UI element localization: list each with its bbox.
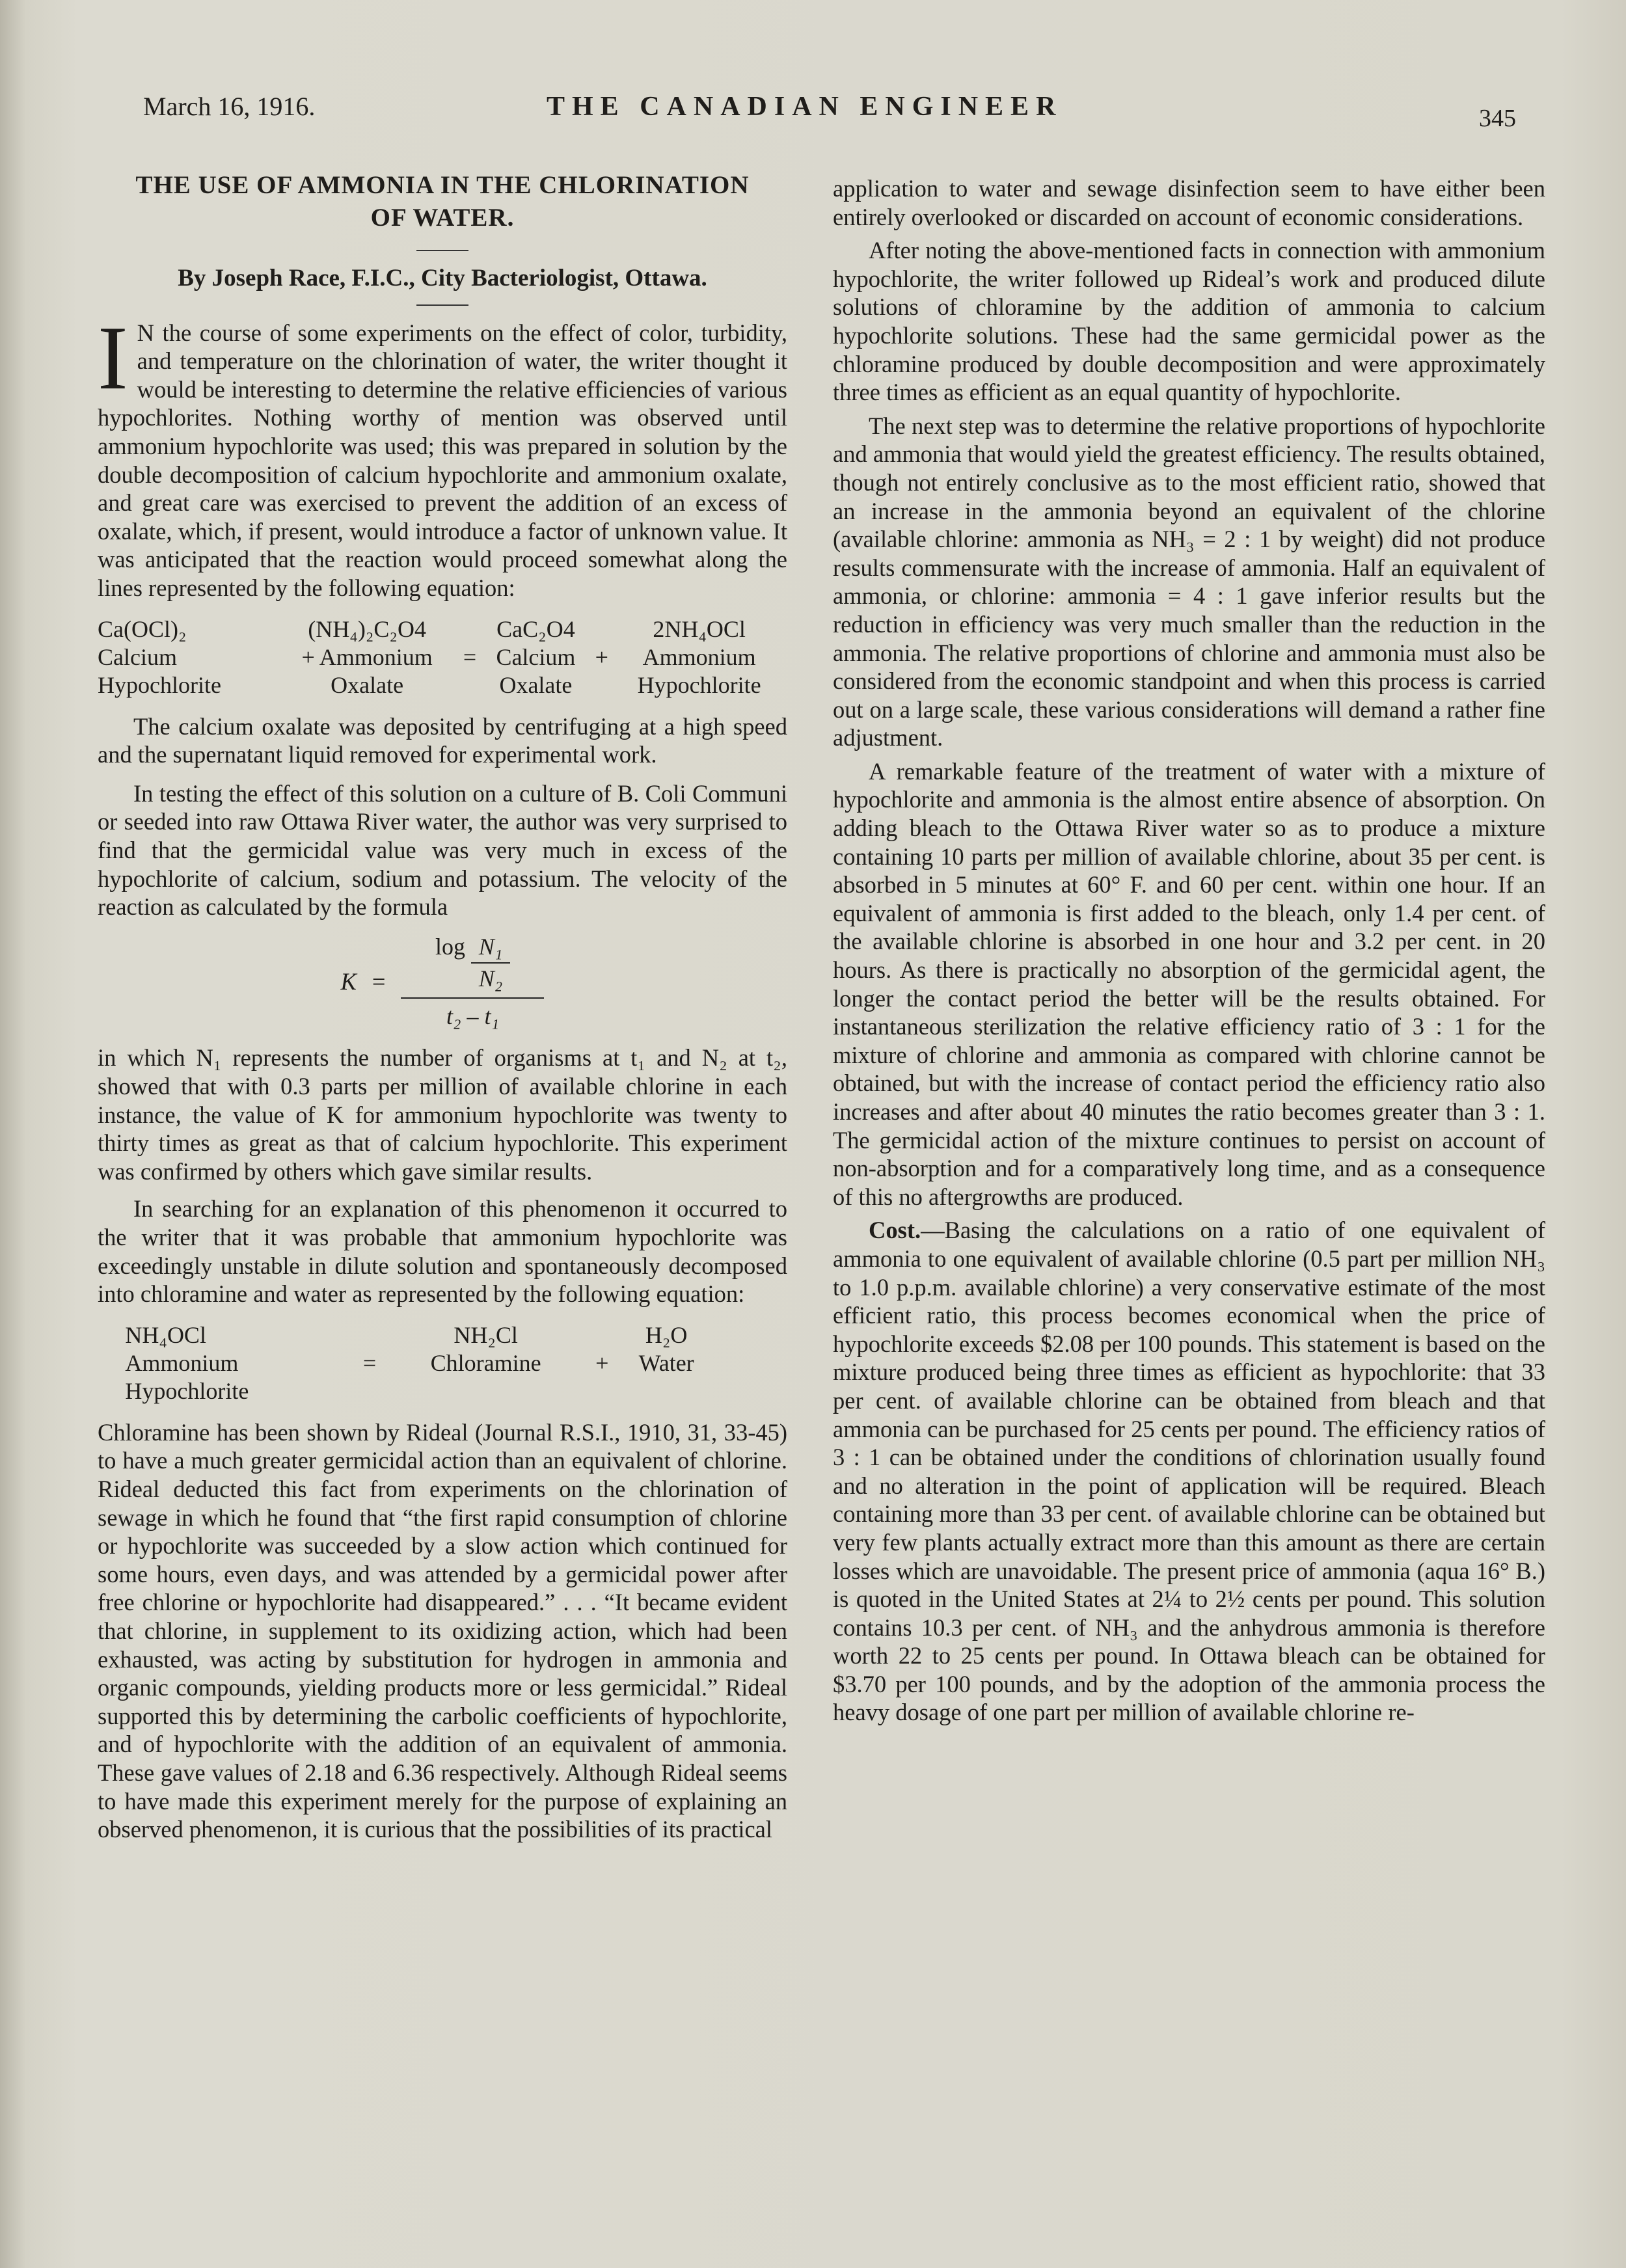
- eq2-plus-sign: +: [595, 1349, 609, 1376]
- paragraph-explanation: In searching for an explanation of this phenomenon it occurred to the writer that it was probable that ammonium hypochlorite was exceedingly unstable in dilute solution and spontaneously decomposed into chloramine and water as represented by the following equation:: [98, 1195, 787, 1308]
- eq1-r1-formula: Ca(OCl)₂: [98, 615, 187, 642]
- eq2-p2-formula: H₂O: [645, 1321, 688, 1348]
- formula-log: log: [435, 933, 465, 960]
- journal-title: THE CANADIAN ENGINEER: [547, 92, 1063, 122]
- drop-cap: I: [98, 307, 128, 409]
- byline-rule: [416, 304, 468, 306]
- eq2-p1-formula: NH₂Cl: [454, 1321, 518, 1348]
- paragraph-oxalate-deposit: The calcium oxalate was deposited by centrifuging at a high speed and the supernatant liquid removed for experimental work.: [98, 712, 787, 768]
- eq2-ammonium-hypochlorite: [125, 1321, 357, 1405]
- article-title: [98, 169, 787, 234]
- paragraph-intro-text: N the course of some experiments on the effect of color, turbidity, and temperature on the chlorination of water, the writer thought it would be interesting to determine the relative efficiencies of various hypochlorites. Nothing worthy of mention was observed until ammonium hypochlorite was used; this was prepared in solution by the double decomposition of calcium hypochlorite and ammonium oxalate, and great care was exercised to prevent the addition of an excess of oxalate, which, if present, would introduce a factor of unknown value. It was anticipated that the reaction would proceed somewhat along the lines represented by the following equation:: [98, 319, 787, 601]
- left-column: [98, 169, 787, 1844]
- right-column: [833, 174, 1545, 1727]
- formula-denominator: t₂ – t₁: [446, 1003, 499, 1029]
- formula-fraction-line: [401, 997, 544, 999]
- eq1-calcium-hypochlorite: [98, 615, 274, 699]
- formula-fraction: [401, 933, 544, 1031]
- paragraph-followed-up: After noting the above-mentioned facts in connection with ammonium hypochlorite, the writer followed up Rideal’s work and produced dilute solutions of chloramine by the addition of ammonia to calcium hypochlorite solutions. These had the same germicidal power as the chloramine produced by double decomposition and were approximately three times as efficient as an equal quantity of hypochlorite.: [833, 237, 1545, 406]
- eq2-r-formula: NH₄OCl: [125, 1321, 206, 1348]
- paragraph-k-value: in which N₁ represents the number of organisms at t₁ and N₂ at t₂, showed that with 0.3 parts per million of available chlorine in each instance, the value of K for ammonium hypochlorite was twenty to thirty times as great as that of calcium hypochlorite. This experiment was confirmed by others which gave similar results.: [98, 1044, 787, 1185]
- equation-oxalate: [98, 615, 787, 699]
- eq1-p2-name1: Ammonium: [642, 643, 756, 670]
- paragraph-intro: [98, 307, 787, 602]
- paragraph-cost: [833, 1216, 1545, 1727]
- eq1-plus-sign: +: [595, 643, 608, 670]
- eq1-r1-name2: Hypochlorite: [98, 671, 221, 698]
- paragraph-cost-text: —Basing the calculations on a ratio of one equivalent of ammonia to one equivalent of available chlorine (0.5 part per million NH₃ to 1.0 p.p.m. available chlorine) a very conservative estimate of the most efficient ratio, this process becomes economical when the price of hypochlorite exceeds $2.08 per 100 pounds. This statement is based on the mixture produced being three times as efficient as hypochlorite: that 33 per cent. of available chlorine can be obtained from bleach and that ammonia can be purchased for 25 cents per pound. The efficiency ratios of 3 : 1 can be obtained under the conditions of chlorination usually found and no alteration in the point of application will be required. Bleach containing more than 33 per cent. of available chlorine can be obtained but very few plants actually extract more than this amount as there are certain losses which are unavoidable. The present price of ammonia (aqua 16° B.) is quoted in the United States at 2¼ to 2½ cents per pound. This solution contains 10.3 per cent. of NH₃ and the anhydrous ammonia is therefore worth 22 to 25 cents per pound. In Ottawa bleach can be obtained for $3.70 per 100 pounds, and by the adoption of the ammonia process the heavy dosage of one part per million of available chlorine re-: [833, 1217, 1545, 1726]
- eq2-chloramine: [382, 1321, 589, 1405]
- eq2-p2-name: Water: [638, 1349, 694, 1376]
- eq1-p1-name1: Calcium: [496, 643, 576, 670]
- cost-heading: Cost.: [869, 1217, 921, 1244]
- formula-inner-line: [471, 962, 510, 964]
- eq1-ammonium-oxalate: [274, 615, 461, 699]
- article-title-line2: OF WATER.: [370, 204, 515, 232]
- article-title-line1: THE USE OF AMMONIA IN THE CHLORINATION: [135, 171, 750, 199]
- eq1-p1-formula: CaC₂O4: [496, 615, 575, 642]
- eq1-r2-formula: (NH₄)₂C₂O4: [308, 615, 426, 642]
- byline: By Joseph Race, F.I.C., City Bacteriologist, Ottawa.: [178, 265, 707, 291]
- eq1-r2-name1: + Ammonium: [301, 643, 433, 670]
- formula-inner-fraction: [471, 933, 510, 993]
- formula-k: K: [340, 968, 357, 995]
- formula-equals: =: [372, 968, 386, 995]
- page-number: 345: [1479, 105, 1516, 132]
- eq2-r-name2: Hypochlorite: [125, 1377, 249, 1404]
- velocity-formula: [98, 933, 787, 1031]
- paragraph-proportions: The next step was to determine the relative proportions of hypochlorite and ammonia that would yield the greatest efficiency. The results obtained, though not entirely conclusive as to the most efficient ratio, showed that an increase in the ammonia beyond an equivalent of the chlorine (available chlorine: ammonia as NH₃ = 2 : 1 by weight) did not produce results commensurate with the increase of ammonia. Half an equivalent of ammonia, or chlorine: ammonia = 4 : 1 gave inferior results but the reduction in efficiency was very much smaller than the reduction in the ammonia. The relative proportions of chlorine and ammonia must also be considered from the economic standpoint and when this process is carried out on a large scale, these various considerations will demand a rather fine adjustment.: [833, 412, 1545, 751]
- paragraph-absorption: A remarkable feature of the treatment of water with a mixture of hypochlorite and ammonia is the almost entire absence of absorption. On adding bleach to the Ottawa River water so as to produce a mixture containing 10 parts per million of available chlorine, about 35 per cent. is absorbed in 5 minutes at 60° F. and 60 per cent. within one hour. If an equivalent of ammonia is first added to the bleach, only 1.4 per cent. of the available chlorine is absorbed in one hour and 3.2 per cent. in 20 hours. As there is practically no absorption of the germicidal agent, the longer the contact period the better will be the results obtained. For instantaneous sterilization the relative efficiency ratio of 3 : 1 for the mixture of chlorine and ammonia as compared with chlorine cannot be obtained, but with the increase of contact period the efficiency ratio also increases and after about 40 minutes the ratio becomes greater than 3 : 1. The germicidal action of the mixture continues to persist on account of non-absorption and for a comparatively long time, and as a consequence of this no aftergrowths are produced.: [833, 757, 1545, 1210]
- eq1-r2-name2: Oxalate: [331, 671, 404, 698]
- eq2-p1-name: Chloramine: [430, 1349, 541, 1376]
- eq2-water: [614, 1321, 718, 1405]
- formula-n2: N₂: [478, 965, 503, 992]
- eq1-r1-name1: Calcium: [98, 643, 177, 670]
- paragraph-rideal: Chloramine has been shown by Rideal (Journal R.S.I., 1910, 31, 33-45) to have a much greater germicidal action than an equivalent of chlorine. Rideal deducted this fact from experiments on the chlorination of sewage in which he found that “the first rapid consumption of chlorine or hypochlorite was succeeded by a slow action which continued for some hours, even days, and was attended by a germicidal power after free chlorine or hypochlorite had disappeared.” . . . “It became evident that chlorine, in supplement to its oxidizing action, which had been exhausted, was acting by substitution for hydrogen in ammonia and organic compounds, yielding products more or less germicidal.” Rideal supported this by determining the carbolic coefficients of hypochlorite, and of hypochlorite with the addition of an equivalent of ammonia. These gave values of 2.18 and 6.36 respectively. Although Rideal seems to have made this experiment merely for the purpose of explaining an observed phenomenon, it is curious that the possibilities of its practical: [98, 1418, 787, 1843]
- formula-numerator: [401, 933, 544, 993]
- issue-date: March 16, 1916.: [143, 92, 316, 121]
- title-rule: [416, 250, 468, 251]
- eq2-equals-sign: =: [362, 1349, 377, 1376]
- eq1-ammonium-hypochlorite: [611, 615, 787, 699]
- eq2-r-name1: Ammonium: [125, 1349, 239, 1376]
- paragraph-b-coli-test: In testing the effect of this solution on a culture of B. Coli Communi or seeded into raw Ottawa River water, the author was very surprised to find that the germicidal value was very much in excess of the hypochlorite of calcium, sodium and potassium. The velocity of the reaction as calculated by the formula: [98, 779, 787, 921]
- paragraph-application: application to water and sewage disinfection seem to have either been entirely overlooked or discarded on account of economic considerations.: [833, 175, 1545, 230]
- eq1-p1-name2: Oxalate: [499, 671, 573, 698]
- running-header: [143, 85, 1516, 137]
- eq1-p2-formula: 2NH₄OCl: [653, 615, 746, 642]
- equation-chloramine: [125, 1321, 718, 1405]
- eq1-calcium-oxalate: [480, 615, 593, 699]
- formula-n1: N₁: [478, 933, 503, 960]
- eq1-p2-name2: Hypochlorite: [637, 671, 761, 698]
- eq1-equals-sign: =: [463, 643, 477, 670]
